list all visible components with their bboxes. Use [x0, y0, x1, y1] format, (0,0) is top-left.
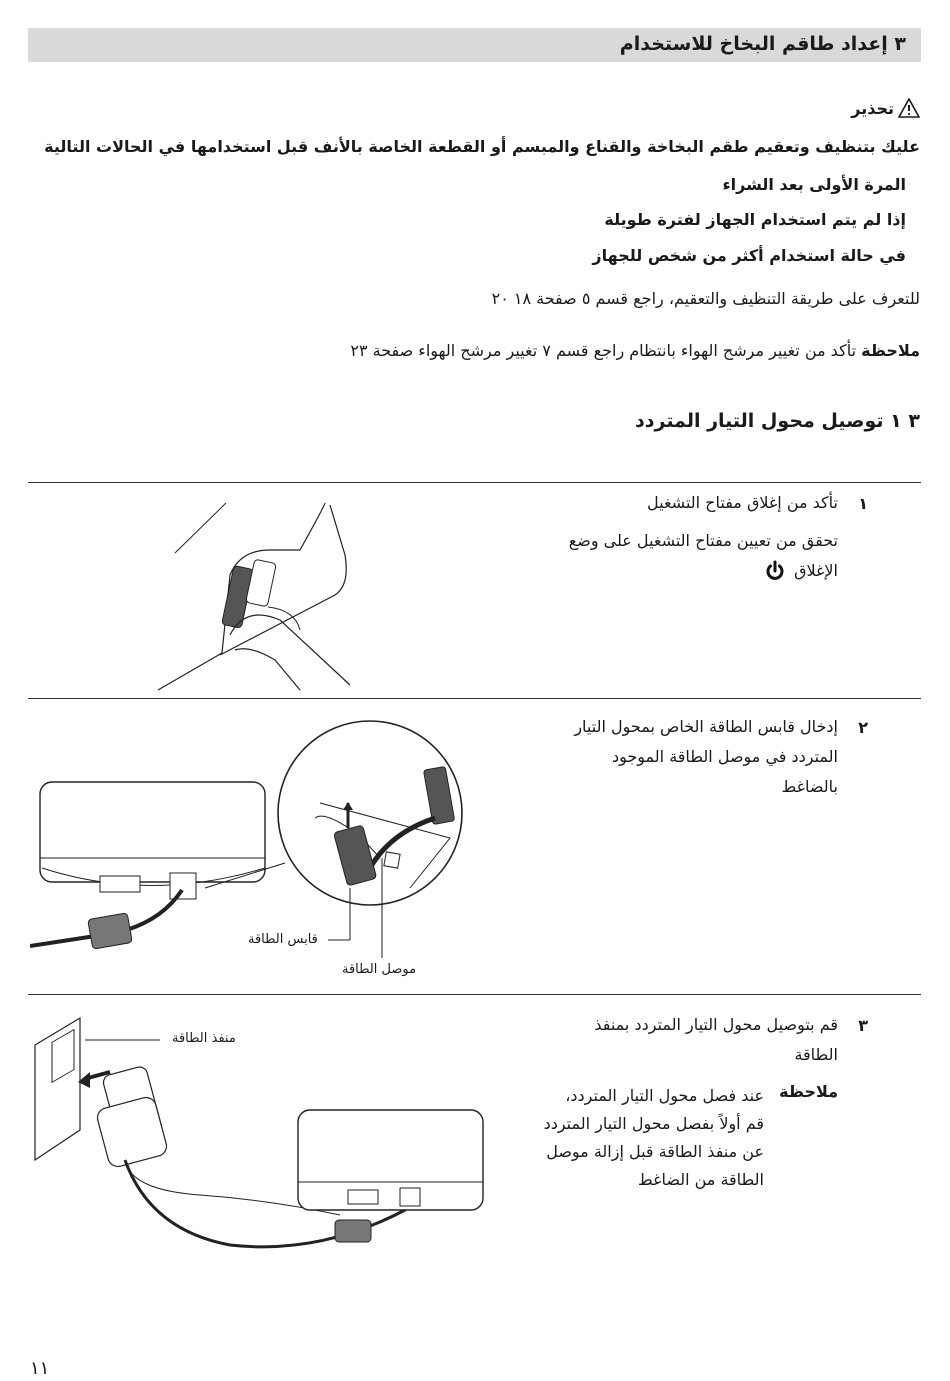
callout-power-outlet: منفذ الطاقة	[172, 1031, 236, 1046]
note-line: قم أولاً بفصل محول التيار المتردد	[543, 1114, 764, 1133]
plug-connector-illustration	[30, 718, 490, 988]
callout-power-plug: قابس الطاقة	[248, 932, 318, 947]
note-text: تأكد من تغيير مرشح الهواء بانتظام راجع قسم ٧ تغيير مرشح الهواء صفحة ٢٣	[350, 341, 857, 360]
step-number: ٢	[858, 718, 868, 737]
step-1-title: تأكد من إغلاق مفتاح التشغيل	[647, 493, 838, 512]
note-line: عن منفذ الطاقة قبل إزالة موصل	[546, 1142, 764, 1161]
callout-power-connector: موصل الطاقة	[342, 962, 417, 977]
note-label: ملاحظة	[861, 341, 920, 360]
divider	[28, 482, 921, 483]
warning-line-first-use: المرة الأولى بعد الشراء	[722, 175, 906, 194]
step-3-line: الطاقة	[794, 1045, 838, 1064]
step-3-note-label: ملاحظة	[779, 1082, 838, 1101]
section-header-title: ٣ إعداد طاقم البخاخ للاستخدام	[619, 33, 906, 55]
air-filter-note	[350, 341, 920, 360]
wall-outlet-illustration	[30, 1010, 490, 1260]
step-2-text	[498, 712, 838, 802]
warning-heading	[851, 98, 920, 118]
step-3-text	[508, 1010, 838, 1070]
warning-icon	[898, 98, 920, 118]
page-number: ١١	[30, 1358, 50, 1379]
power-switch-illustration	[150, 495, 360, 695]
step-2-line: إدخال قابس الطاقة الخاص بمحول التيار	[574, 717, 838, 736]
section-title: ٣ ١ توصيل محول التيار المتردد	[635, 410, 920, 432]
divider	[28, 698, 921, 699]
power-icon	[764, 560, 786, 582]
note-line: عند فصل محول التيار المتردد،	[565, 1086, 764, 1105]
step-number: ٣	[858, 1016, 868, 1035]
warning-line-main: عليك بتنظيف وتعقيم طقم البخاخة والقناع والمبسم أو القطعة الخاصة بالأنف قبل استخدامها في الحالات التالية	[44, 137, 920, 156]
off-label: الإغلاق	[794, 561, 838, 580]
cleaning-reference: للتعرف على طريقة التنظيف والتعقيم، راجع قسم ٥ صفحة ١٨ ٢٠	[491, 289, 920, 308]
divider	[28, 994, 921, 995]
step-3-note	[464, 1082, 764, 1194]
note-line: الطاقة من الضاغط	[637, 1170, 764, 1189]
step-2-line: المتردد في موصل الطاقة الموجود	[611, 747, 838, 766]
warning-line-long-unused: إذا لم يتم استخدام الجهاز لفترة طويلة	[604, 210, 906, 229]
step-1-detail: تحقق من تعيين مفتاح التشغيل على وضع	[568, 531, 838, 550]
warning-title: تحذير	[851, 98, 894, 118]
step-3-line: قم بتوصيل محول التيار المتردد بمنفذ	[594, 1015, 838, 1034]
step-1-detail-off	[498, 556, 838, 586]
warning-line-multi-user: في حالة استخدام أكثر من شخص للجهاز	[592, 246, 906, 265]
step-number: ١	[858, 494, 868, 513]
step-2-line: بالضاغط	[781, 777, 838, 796]
section-header-bar	[28, 28, 921, 62]
step-1-text	[498, 488, 838, 586]
